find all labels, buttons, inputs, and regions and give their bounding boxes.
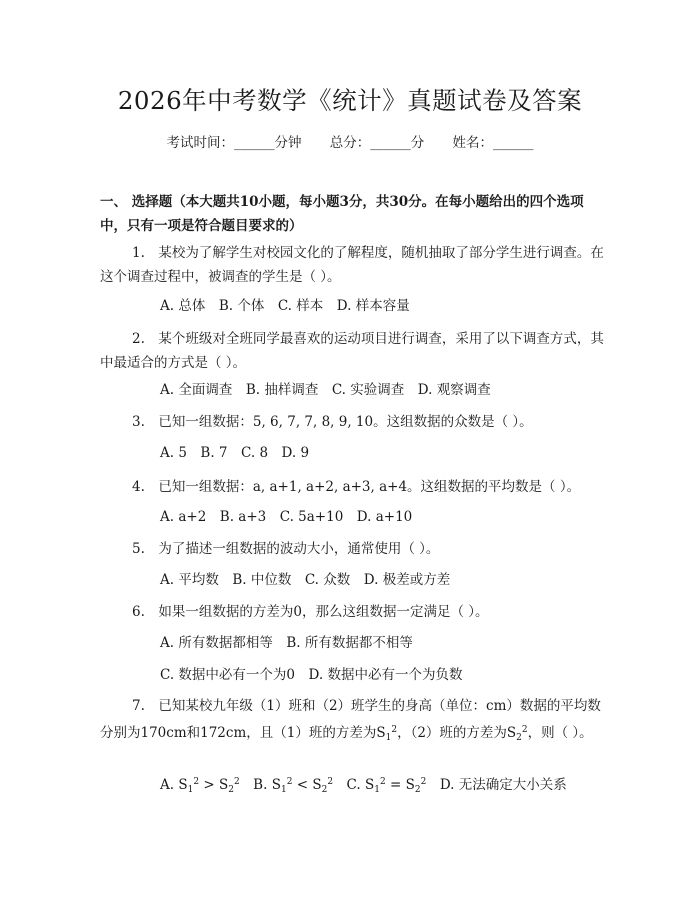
question-4-options: A. a+2 B. a+3 C. 5a+10 D. a+10 bbox=[160, 509, 413, 525]
option-a-label: A. S bbox=[160, 777, 188, 793]
option-d: D. 无法确定大小关系 bbox=[426, 777, 567, 793]
superscript-2: 2 bbox=[391, 725, 398, 735]
option-a-rel: > S bbox=[199, 777, 229, 793]
exam-time: 考试时间：______分钟 bbox=[166, 135, 302, 151]
question-4: 4. 已知一组数据：a, a+1, a+2, a+3, a+4。这组数据的平均数是（ ）。 bbox=[132, 479, 581, 495]
option-b-rel: < S bbox=[292, 777, 322, 793]
section-heading: 一、 选择题（本大题共10小题，每小题3分，共30分。在每小题给出的四个选项中，只有一项是符合题目要求的） bbox=[100, 194, 584, 234]
subscript-2: 2 bbox=[321, 785, 328, 795]
question-6-options-ab: A. 所有数据都相等 B. 所有数据都不相等 bbox=[160, 635, 413, 651]
superscript-2: 2 bbox=[233, 777, 240, 787]
question-3-options: A. 5 B. 7 C. 8 D. 9 bbox=[160, 445, 310, 461]
superscript-2: 2 bbox=[193, 777, 200, 787]
superscript-2: 2 bbox=[420, 777, 427, 787]
superscript-2: 2 bbox=[521, 725, 528, 735]
subscript-1: 1 bbox=[187, 785, 194, 795]
superscript-2: 2 bbox=[327, 777, 334, 787]
subscript-1: 1 bbox=[374, 785, 380, 795]
question-7-text-b: ，（2）班的方差为S bbox=[397, 725, 517, 741]
question-1: 1. 某校为了解学生对校园文化的了解程度，随机抽取了部分学生进行调查。在这个调查过程中，被调查的学生是（ ）。 bbox=[100, 245, 604, 285]
subscript-2: 2 bbox=[516, 733, 522, 743]
question-7-text-c: ，则（ ）。 bbox=[527, 725, 593, 741]
exam-meta bbox=[0, 131, 700, 151]
question-6-options-cd: C. 数据中必有一个为0 D. 数据中必有一个为负数 bbox=[160, 667, 463, 683]
option-b-label: B. S bbox=[239, 777, 281, 793]
option-c-rel: = S bbox=[385, 777, 415, 793]
subscript-1: 1 bbox=[280, 785, 287, 795]
question-1-options: A. 总体 B. 个体 C. 样本 D. 样本容量 bbox=[160, 298, 410, 314]
question-7-options bbox=[160, 772, 620, 800]
superscript-2: 2 bbox=[286, 777, 293, 787]
subscript-1: 1 bbox=[385, 733, 392, 743]
question-2: 2. 某个班级对全班同学最喜欢的运动项目进行调查，采用了以下调查方式，其中最适合的方式是（ ）。 bbox=[100, 331, 604, 371]
option-c-label: C. S bbox=[333, 777, 375, 793]
question-5-options: A. 平均数 B. 中位数 C. 众数 D. 极差或方差 bbox=[160, 572, 451, 588]
question-7 bbox=[100, 694, 608, 750]
question-5: 5. 为了描述一组数据的波动大小，通常使用（ ）。 bbox=[132, 541, 440, 557]
page-title: 2026年中考数学《统计》真题试卷及答案 bbox=[117, 86, 583, 115]
subscript-2: 2 bbox=[414, 785, 421, 795]
exam-score: 总分：______分 bbox=[329, 135, 425, 151]
question-3: 3. 已知一组数据：5, 6, 7, 7, 8, 9, 10。这组数据的众数是（ ）。 bbox=[132, 414, 533, 430]
superscript-2: 2 bbox=[379, 777, 386, 787]
question-7-text-a: 7. 已知某校九年级（1）班和（2）班学生的身高（单位：cm）数据的平均数分别为170cm和172cm，且（1）班的方差为S bbox=[100, 698, 601, 741]
subscript-2: 2 bbox=[228, 785, 234, 795]
student-name: 姓名：______ bbox=[452, 135, 534, 151]
question-6: 6. 如果一组数据的方差为0，那么这组数据一定满足（ ）。 bbox=[132, 604, 489, 620]
question-2-options: A. 全面调查 B. 抽样调查 C. 实验调查 D. 观察调查 bbox=[160, 382, 491, 398]
